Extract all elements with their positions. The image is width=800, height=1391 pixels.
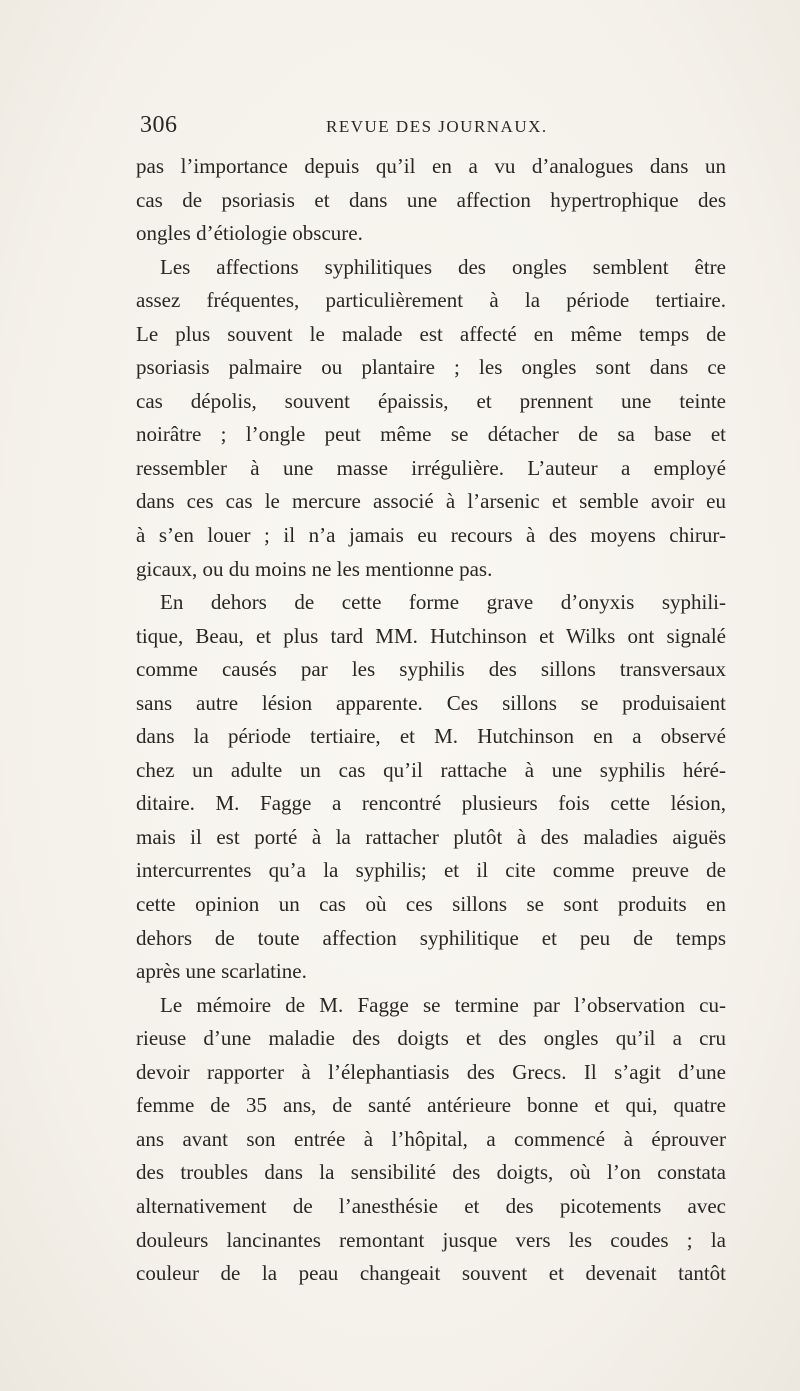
text-line: à s’en louer ; il n’a jamais eu recours à des moyens chirur-: [136, 523, 726, 548]
text-line: comme causés par les syphilis des sillons transversaux: [136, 657, 726, 682]
text-line: dehors de toute affection syphilitique et peu de temps: [136, 925, 726, 950]
text-line: rieuse d’une maladie des doigts et des ongles qu’il a cru: [136, 1026, 726, 1051]
text-line: cas de psoriasis et dans une affection hypertrophique des: [136, 187, 726, 212]
text-line: chez un adulte un cas qu’il rattache à une syphilis héré-: [136, 757, 726, 782]
body-text: [136, 150, 726, 1291]
text-line: intercurrentes qu’a la syphilis; et il cite comme preuve de: [136, 858, 726, 883]
page-number: 306: [140, 112, 178, 138]
text-line: noirâtre ; l’ongle peut même se détacher de sa base et: [136, 422, 726, 447]
text-line: tique, Beau, et plus tard MM. Hutchinson et Wilks ont signalé: [136, 623, 726, 648]
text-line: ressembler à une masse irrégulière. L’auteur a employé: [136, 455, 726, 480]
text-line: gicaux, ou du moins ne les mentionne pas.: [136, 556, 493, 581]
text-line: En dehors de cette forme grave d’onyxis syphili-: [160, 590, 726, 615]
text-line: mais il est porté à la rattacher plutôt à des maladies aiguës: [136, 824, 726, 849]
text-line: pas l’importance depuis qu’il en a vu d’analogues dans un: [136, 154, 726, 178]
text-line: cas dépolis, souvent épaissis, et prennent une teinte: [136, 388, 726, 413]
text-line: ditaire. M. Fagge a rencontré plusieurs fois cette lésion,: [136, 791, 726, 816]
text-line: Les affections syphilitiques des ongles semblent être: [160, 254, 726, 279]
text-line: Le mémoire de M. Fagge se termine par l’observation cu-: [160, 992, 726, 1017]
text-line: femme de 35 ans, de santé antérieure bonne et qui, quatre: [136, 1093, 726, 1118]
running-head: [136, 112, 726, 148]
text-line: après une scarlatine.: [136, 959, 307, 984]
text-line: cette opinion un cas où ces sillons se sont produits en: [136, 892, 726, 917]
text-line: des troubles dans la sensibilité des doigts, où l’on constata: [136, 1160, 726, 1185]
text-line: ongles d’étiologie obscure.: [136, 221, 363, 246]
text-line: sans autre lésion apparente. Ces sillons se produisaient: [136, 690, 726, 715]
text-line: alternativement de l’anesthésie et des picotements avec: [136, 1193, 726, 1218]
text-line: dans la période tertiaire, et M. Hutchinson en a observé: [136, 724, 726, 749]
text-line: douleurs lancinantes remontant jusque vers les coudes ; la: [136, 1227, 726, 1252]
text-line: couleur de la peau changeait souvent et devenait tantôt: [136, 1261, 726, 1286]
text-line: ans avant son entrée à l’hôpital, a commencé à éprouver: [136, 1126, 726, 1151]
text-line: devoir rapporter à l’élephantiasis des Grecs. Il s’agit d’une: [136, 1059, 726, 1084]
text-line: dans ces cas le mercure associé à l’arsenic et semble avoir eu: [136, 489, 726, 514]
text-line: Le plus souvent le malade est affecté en même temps de: [136, 321, 726, 346]
text-line: assez fréquentes, particulièrement à la période tertiaire.: [136, 288, 726, 313]
running-title: REVUE DES JOURNAUX.: [326, 117, 548, 136]
text-line: psoriasis palmaire ou plantaire ; les ongles sont dans ce: [136, 355, 726, 380]
